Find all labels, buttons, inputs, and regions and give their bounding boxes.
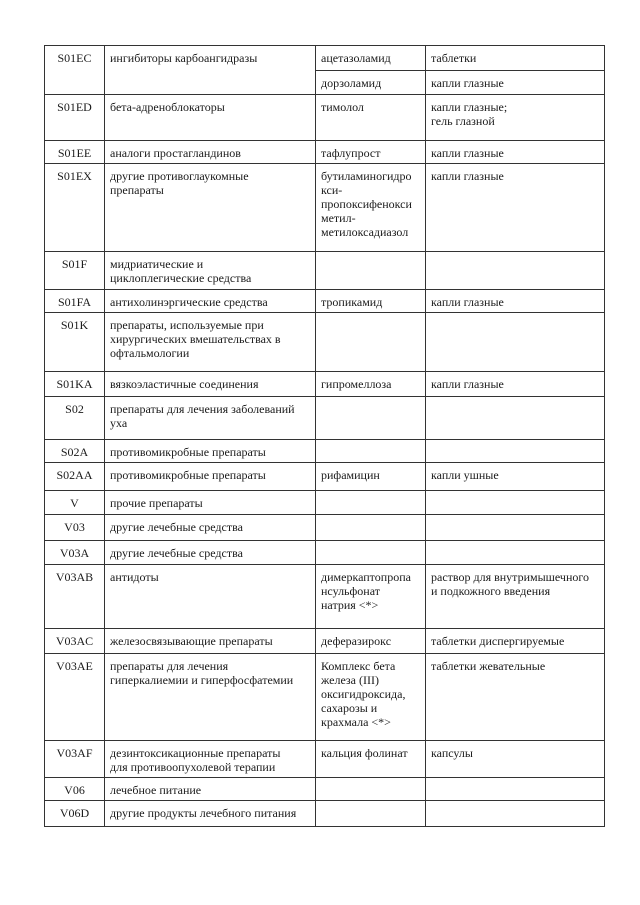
pharmacological-group-cell: аналоги простагландинов [105,141,316,164]
atc-code-cell: V06 [45,778,105,801]
table-row [45,313,605,372]
table-row [45,541,605,565]
pharmacological-group-cell: препараты для лечения заболеваний уха [105,397,316,440]
atc-code-cell: V03A [45,541,105,565]
pharmacological-group-cell: препараты, используемые при хирургических вмешательствах в офтальмологии [105,313,316,372]
pharmacological-group-cell: ингибиторы карбоангидразы [105,46,316,95]
atc-code-cell: S01EX [45,164,105,252]
table-row [45,491,605,515]
drug-name-cell: кальция фолинат [316,741,426,778]
medication-table [44,45,605,827]
table-row [45,463,605,491]
pharmacological-group-cell: бета-адреноблокаторы [105,95,316,141]
atc-code-cell: S01EC [45,46,105,95]
table-row [45,440,605,463]
pharmacological-group-cell: антихолинэргические средства [105,290,316,313]
atc-code-cell: S01EE [45,141,105,164]
table-row [45,565,605,629]
dosage-form-cell: капли глазные [426,372,605,397]
drug-name-cell: тафлупрост [316,141,426,164]
drug-name-cell [316,313,426,372]
drug-name-cell [316,801,426,827]
pharmacological-group-cell: железосвязывающие препараты [105,629,316,654]
pharmacological-group-cell: препараты для лечения гиперкалиемии и гиперфосфатемии [105,654,316,741]
dosage-form-cell [426,801,605,827]
medication-table-body [45,46,605,827]
atc-code-cell: S01ED [45,95,105,141]
atc-code-cell: V03AB [45,565,105,629]
atc-code-cell: S02AA [45,463,105,491]
table-row [45,46,605,71]
dosage-form-cell: таблетки жевательные [426,654,605,741]
pharmacological-group-cell: противомикробные препараты [105,440,316,463]
dosage-form-cell [426,515,605,541]
atc-code-cell: V03AE [45,654,105,741]
drug-name-cell: тропикамид [316,290,426,313]
atc-code-cell: S01K [45,313,105,372]
table-row [45,397,605,440]
drug-name-cell [316,491,426,515]
pharmacological-group-cell: другие противоглаукомные препараты [105,164,316,252]
table-row [45,629,605,654]
drug-name-cell [316,252,426,290]
pharmacological-group-cell: антидоты [105,565,316,629]
pharmacological-group-cell: другие лечебные средства [105,541,316,565]
drug-name-cell [316,397,426,440]
atc-code-cell: S02A [45,440,105,463]
dosage-form-cell [426,313,605,372]
pharmacological-group-cell: лечебное питание [105,778,316,801]
atc-code-cell: S01KA [45,372,105,397]
dosage-form-cell: таблетки [426,46,605,71]
table-row [45,141,605,164]
table-row [45,801,605,827]
table-row [45,95,605,141]
atc-code-cell: V03AF [45,741,105,778]
table-row [45,164,605,252]
dosage-form-cell: раствор для внутримышечного и подкожного введения [426,565,605,629]
pharmacological-group-cell: прочие препараты [105,491,316,515]
atc-code-cell: V03 [45,515,105,541]
atc-code-cell: S01FA [45,290,105,313]
drug-name-cell [316,440,426,463]
table-row [45,372,605,397]
table-row [45,741,605,778]
pharmacological-group-cell: мидриатические и циклоплегические средства [105,252,316,290]
dosage-form-cell: капли глазные [426,71,605,95]
dosage-form-cell [426,541,605,565]
dosage-form-cell [426,252,605,290]
dosage-form-cell: капли ушные [426,463,605,491]
dosage-form-cell [426,778,605,801]
drug-name-cell: димеркаптопропа нсульфонат натрия <*> [316,565,426,629]
pharmacological-group-cell: противомикробные препараты [105,463,316,491]
dosage-form-cell: капли глазные [426,141,605,164]
drug-name-cell: бутиламиногидро кси- пропоксифенокси метил- метилоксадиазол [316,164,426,252]
pharmacological-group-cell: вязкоэластичные соединения [105,372,316,397]
drug-name-cell: дорзоламид [316,71,426,95]
drug-name-cell: ацетазоламид [316,46,426,71]
drug-name-cell: Комплекс бета железа (III) оксигидроксида, сахарозы и крахмала <*> [316,654,426,741]
table-row [45,515,605,541]
dosage-form-cell [426,440,605,463]
dosage-form-cell: капли глазные; гель глазной [426,95,605,141]
atc-code-cell: V [45,491,105,515]
dosage-form-cell: капсулы [426,741,605,778]
table-row [45,654,605,741]
drug-name-cell: рифамицин [316,463,426,491]
pharmacological-group-cell: другие продукты лечебного питания [105,801,316,827]
table-row [45,778,605,801]
table-row [45,252,605,290]
table-row [45,290,605,313]
atc-code-cell: S02 [45,397,105,440]
atc-code-cell: V03AC [45,629,105,654]
dosage-form-cell: таблетки диспергируемые [426,629,605,654]
atc-code-cell: V06D [45,801,105,827]
drug-name-cell: деферазирокс [316,629,426,654]
atc-code-cell: S01F [45,252,105,290]
dosage-form-cell: капли глазные [426,290,605,313]
drug-name-cell: тимолол [316,95,426,141]
pharmacological-group-cell: другие лечебные средства [105,515,316,541]
dosage-form-cell: капли глазные [426,164,605,252]
drug-name-cell [316,541,426,565]
drug-name-cell: гипромеллоза [316,372,426,397]
pharmacological-group-cell: дезинтоксикационные препараты для противоопухолевой терапии [105,741,316,778]
drug-name-cell [316,778,426,801]
drug-name-cell [316,515,426,541]
dosage-form-cell [426,397,605,440]
dosage-form-cell [426,491,605,515]
